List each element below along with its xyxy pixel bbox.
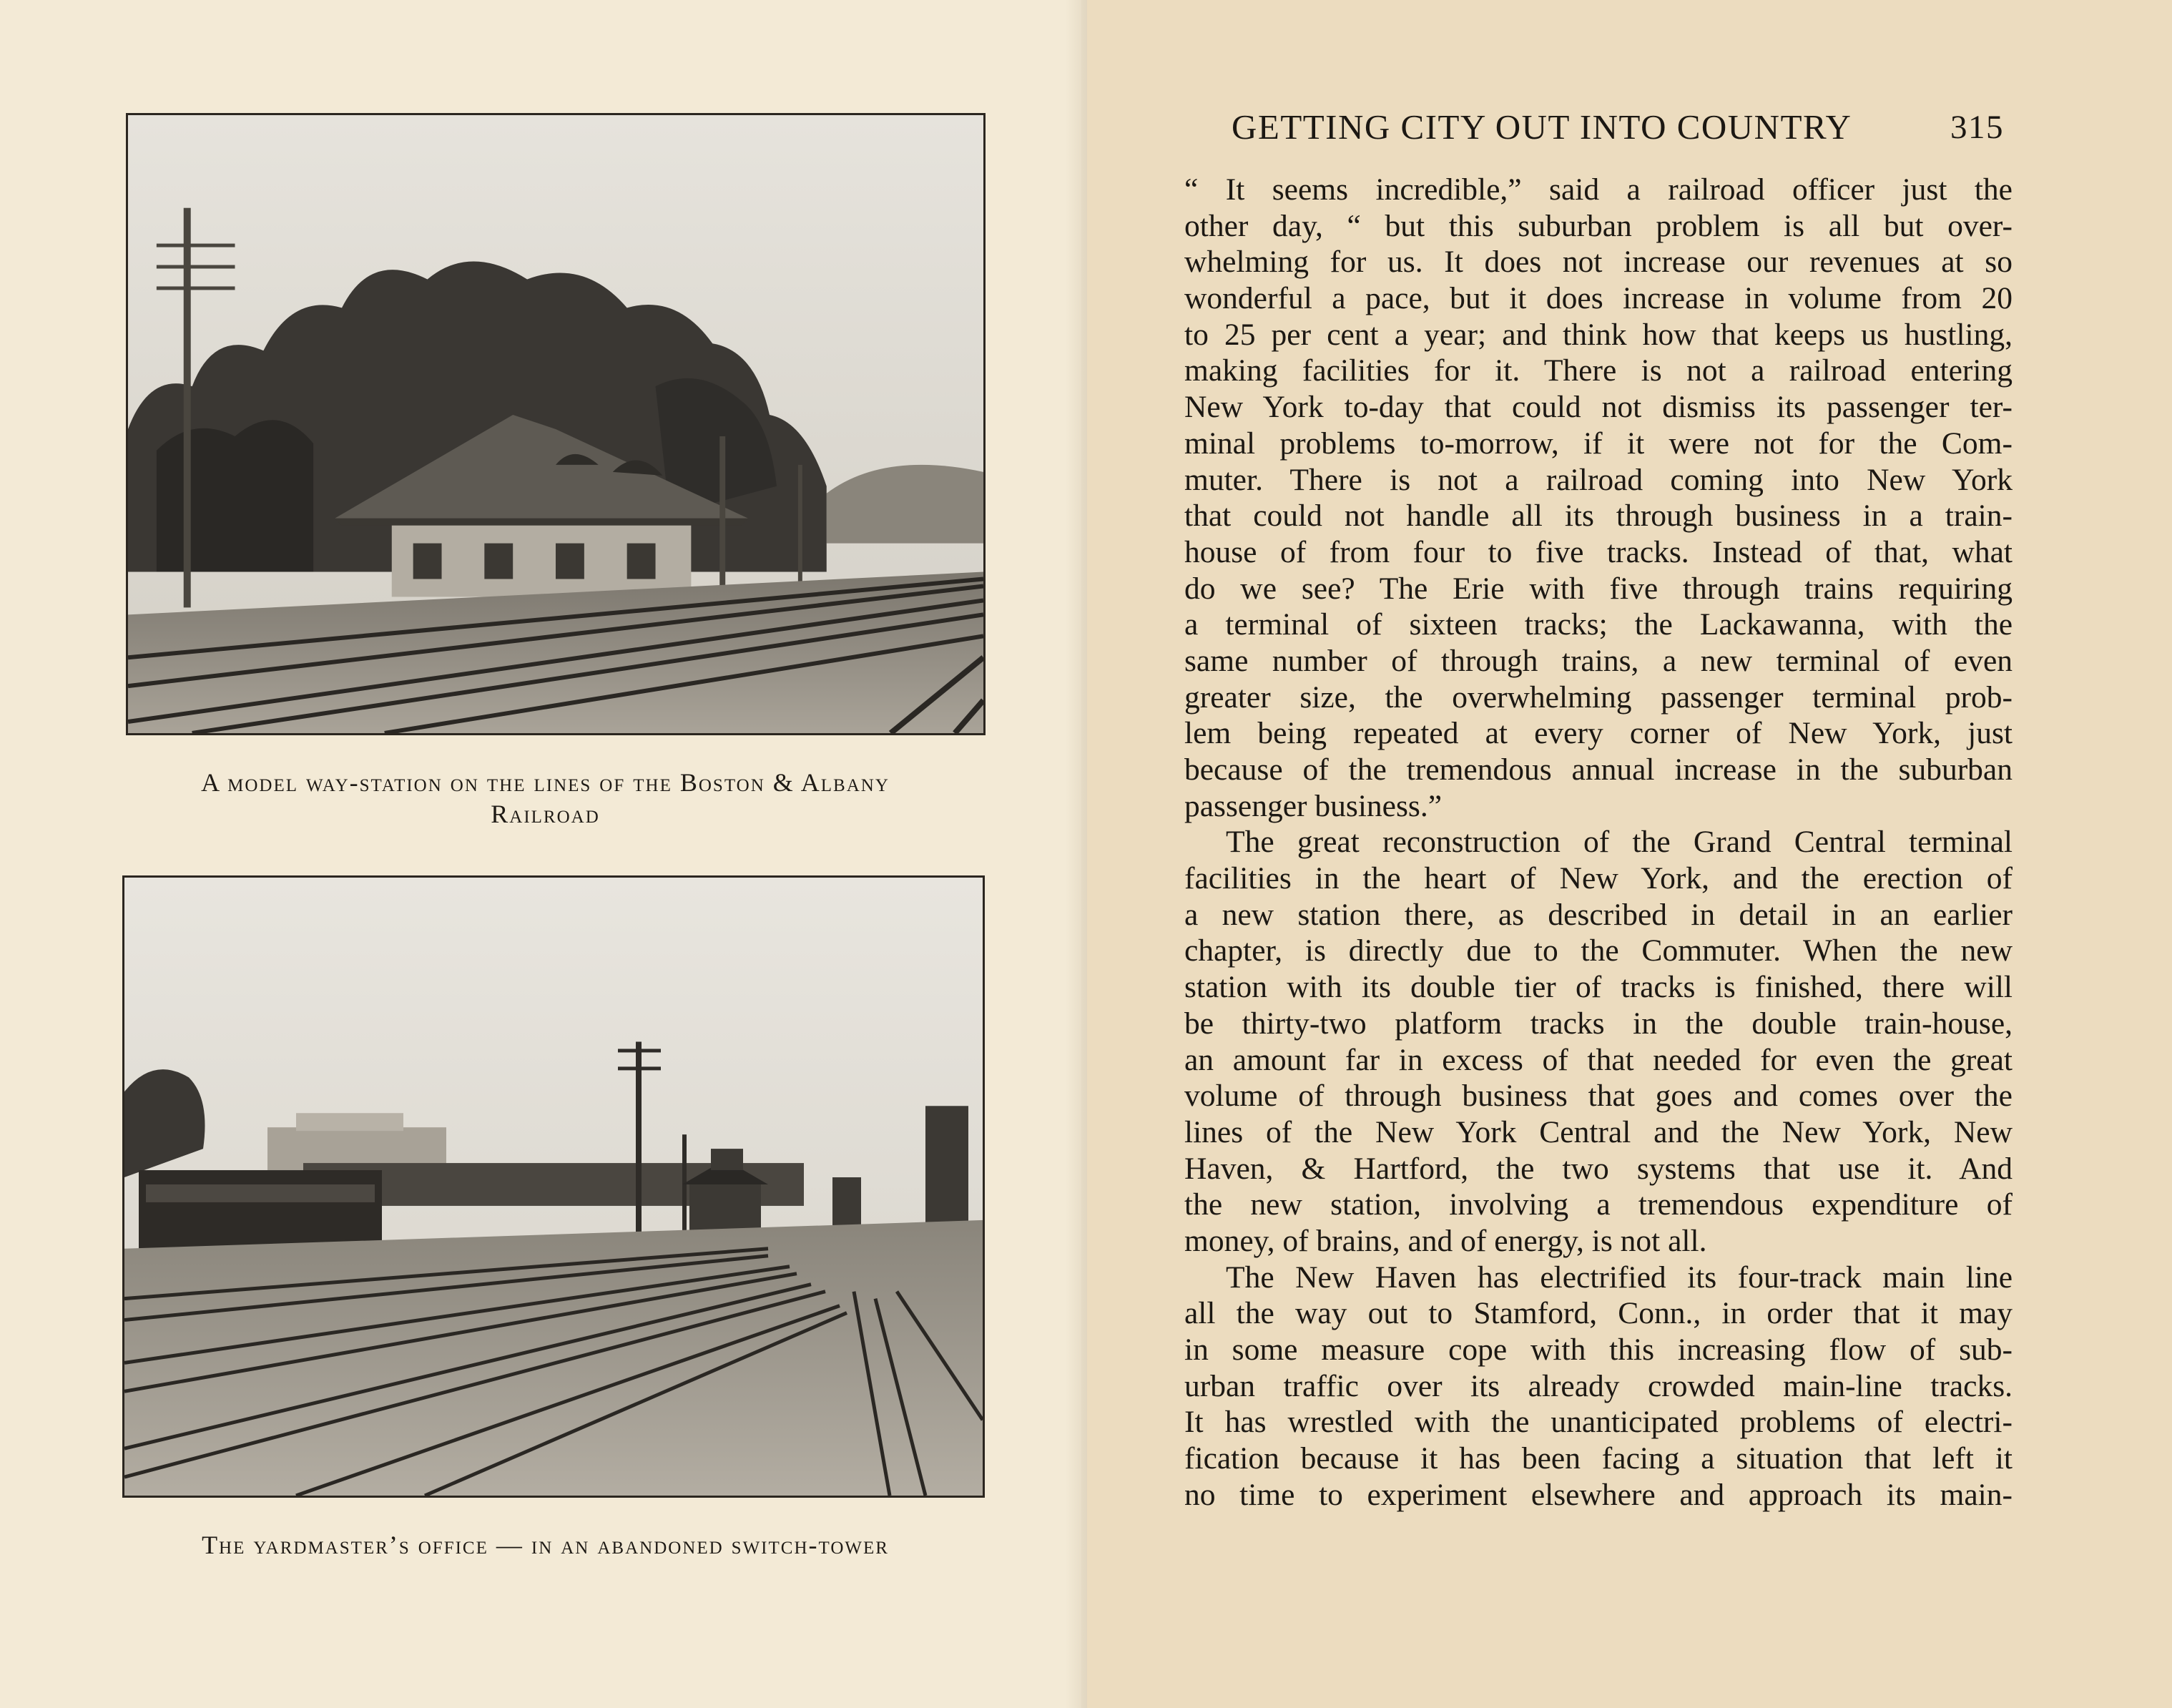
photo-caption-bottom (107, 1529, 983, 1561)
caption-line: Railroad (491, 800, 600, 828)
text-line: The New Haven has electrified its four-track main line (1226, 1260, 2013, 1295)
text-line: passenger business.” (1184, 788, 1443, 823)
text-line: an amount far in excess of that needed for even the great (1184, 1042, 2013, 1077)
text-line: minal problems to-morrow, if it were not for the Com- (1184, 426, 2013, 461)
running-head-title: GETTING CITY OUT INTO COUNTRY (1232, 107, 1852, 147)
text-line: in some measure cope with this increasing flow of sub- (1184, 1332, 2013, 1367)
text-line: station with its double tier of tracks is finished, there will (1184, 970, 2013, 1005)
running-head (1232, 106, 2004, 149)
body-text (1184, 172, 2013, 1513)
paragraph (1184, 1260, 2013, 1513)
caption-line: The yardmaster’s office — in an abandoned switch-tower (202, 1531, 889, 1559)
paragraph (1184, 824, 2013, 1259)
text-line: no time to experiment elsewhere and approach its main- (1184, 1477, 2013, 1512)
text-line: be thirty-two platform tracks in the double train-house, (1184, 1006, 2013, 1041)
text-line: lines of the New York Central and the New York, New (1184, 1114, 2013, 1149)
text-line: muter. There is not a railroad coming into New York (1184, 462, 2013, 497)
text-line: greater size, the overwhelming passenger terminal prob- (1184, 679, 2013, 715)
text-line: other day, “ but this suburban problem is all but over- (1184, 208, 2013, 243)
text-line: because of the tremendous annual increase in the suburban (1184, 752, 2013, 787)
text-line: It has wrestled with the unanticipated problems of electri- (1184, 1405, 2013, 1440)
text-line: all the way out to Stamford, Conn., in order that it may (1184, 1296, 2013, 1331)
paragraph (1184, 172, 2013, 824)
text-line: “ It seems incredible,” said a railroad officer just the (1184, 172, 2013, 207)
text-line: urban traffic over its already crowded main-line tracks. (1184, 1368, 2013, 1403)
text-line: volume of through business that goes and comes over the (1184, 1079, 2013, 1114)
text-line: do we see? The Erie with five through trains requiring (1184, 571, 2013, 606)
way-station-photo (126, 113, 986, 735)
text-line: the new station, involving a tremendous expenditure of (1184, 1187, 2013, 1222)
photo-caption-top (107, 767, 983, 830)
text-line: same number of through trains, a new terminal of even (1184, 643, 2013, 678)
text-line: chapter, is directly due to the Commuter. When the new (1184, 933, 2013, 968)
text-line: wonderful a pace, but it does increase in volume from 20 (1184, 281, 2013, 316)
page-number: 315 (1950, 109, 2004, 146)
text-line: whelming for us. It does not increase our revenues at so (1184, 245, 2013, 280)
text-line: New York to-day that could not dismiss its passenger ter- (1184, 390, 2013, 425)
text-line: a new station there, as described in detail in an earlier (1184, 897, 2013, 932)
text-line: making facilities for it. There is not a railroad entering (1184, 353, 2013, 388)
text-line: a terminal of sixteen tracks; the Lackawanna, with the (1184, 607, 2013, 642)
text-line: money, of brains, and of energy, is not all. (1184, 1223, 1707, 1258)
text-line: lem being repeated at every corner of New York, just (1184, 716, 2013, 751)
left-page (0, 0, 1081, 1708)
text-line: house of from four to five tracks. Instead of that, what (1184, 534, 2013, 569)
text-line: facilities in the heart of New York, and the erection of (1184, 861, 2013, 896)
caption-line: A model way-station on the lines of the Boston & Albany (201, 768, 890, 797)
text-line: Haven, & Hartford, the two systems that use it. And (1184, 1151, 2013, 1186)
rail-yard-photo (122, 875, 985, 1498)
text-line: The great reconstruction of the Grand Central terminal (1226, 825, 2013, 860)
text-line: to 25 per cent a year; and think how that keeps us hustling, (1184, 317, 2013, 352)
text-line: fication because it has been facing a situation that left it (1184, 1441, 2013, 1476)
text-line: that could not handle all its through business in a train- (1184, 499, 2013, 534)
